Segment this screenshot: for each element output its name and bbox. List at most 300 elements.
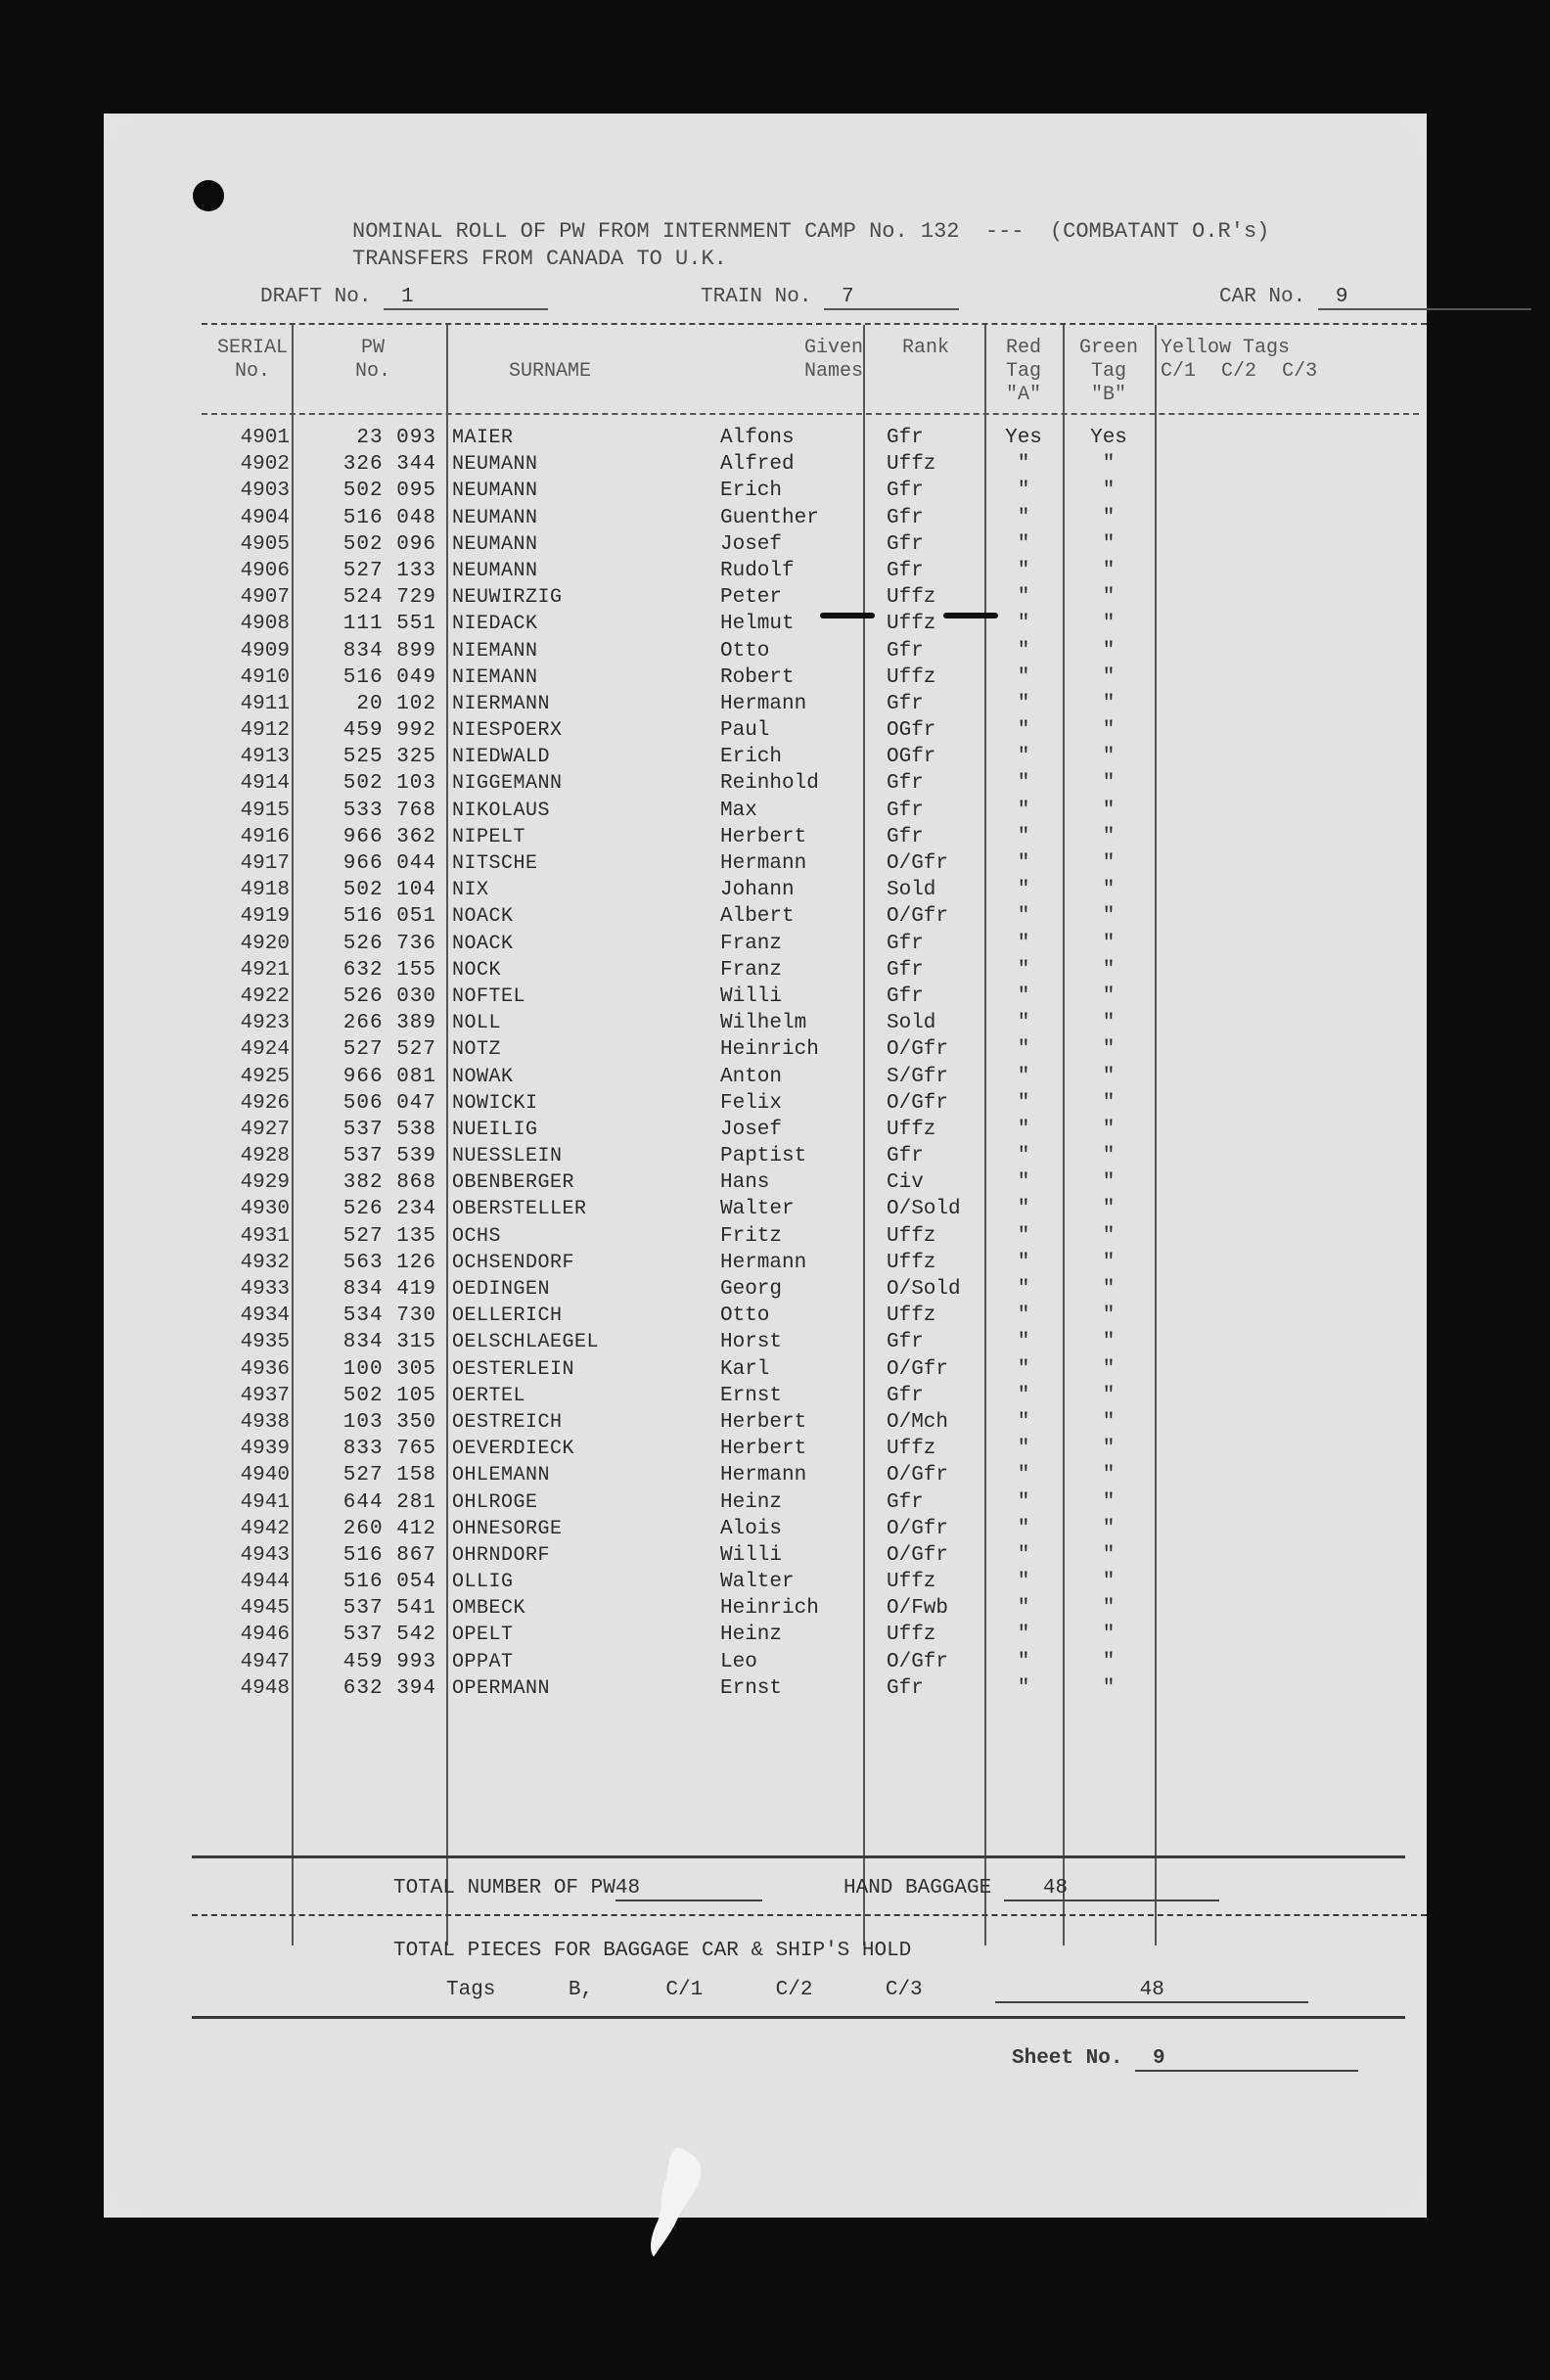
red-tag-cell: " bbox=[1017, 692, 1030, 715]
pw-number-cell: 516 054 bbox=[342, 1571, 436, 1594]
given-name-cell: Herbert bbox=[720, 1410, 807, 1434]
rank-cell: Uffz bbox=[887, 1118, 936, 1141]
given-name-cell: Johann bbox=[720, 879, 795, 902]
given-name-cell: Albert bbox=[720, 905, 795, 929]
green-tag-cell: " bbox=[1102, 559, 1116, 582]
given-name-cell: Heinz bbox=[720, 1624, 783, 1647]
serial-number-cell: 4902 bbox=[240, 453, 290, 477]
green-tag-cell: " bbox=[1102, 1597, 1116, 1621]
draft-label: DRAFT No. bbox=[260, 286, 372, 308]
surname-cell: OEVERDIECK bbox=[452, 1438, 575, 1461]
green-tag-cell: " bbox=[1102, 984, 1116, 1008]
surname-cell: NUEILIG bbox=[452, 1118, 538, 1141]
red-tag-cell: " bbox=[1017, 1597, 1030, 1621]
table-row bbox=[104, 1223, 1427, 1250]
green-tag-cell: " bbox=[1102, 958, 1116, 982]
pw-number-cell: 524 729 bbox=[342, 586, 436, 610]
given-name-cell: Alois bbox=[720, 1517, 783, 1540]
table-row bbox=[104, 1383, 1427, 1409]
given-name-cell: Herbert bbox=[720, 1438, 807, 1461]
table-row bbox=[104, 877, 1427, 903]
green-tag-cell: " bbox=[1102, 1624, 1116, 1647]
serial-number-cell: 4942 bbox=[240, 1517, 290, 1540]
red-tag-cell: " bbox=[1017, 719, 1030, 743]
total-pw-value: 48 bbox=[615, 1877, 762, 1901]
tags-label: Tags B, C/1 C/2 C/3 bbox=[446, 1979, 923, 2001]
rank-cell: Civ bbox=[887, 1171, 924, 1195]
surname-cell: OESTREICH bbox=[452, 1410, 563, 1434]
column-header-pw-line2: No. bbox=[354, 360, 390, 383]
pw-number-cell: 516 051 bbox=[342, 905, 436, 929]
train-label: TRAIN No. bbox=[701, 286, 812, 308]
serial-number-cell: 4909 bbox=[240, 639, 290, 663]
serial-number-cell: 4937 bbox=[240, 1384, 290, 1407]
red-tag-cell: " bbox=[1017, 1650, 1030, 1673]
given-name-cell: Hermann bbox=[720, 1464, 807, 1488]
surname-cell: NIEMANN bbox=[452, 639, 538, 663]
rank-cell: Gfr bbox=[887, 799, 924, 822]
pw-number-cell: 537 541 bbox=[342, 1597, 436, 1621]
serial-number-cell: 4917 bbox=[240, 852, 290, 875]
table-row bbox=[104, 531, 1427, 558]
green-tag-cell: " bbox=[1102, 746, 1116, 769]
rank-cell: Gfr bbox=[887, 958, 924, 982]
red-tag-cell: " bbox=[1017, 1012, 1030, 1035]
red-tag-cell: " bbox=[1017, 799, 1030, 822]
rank-cell: O/Gfr bbox=[887, 1464, 949, 1488]
pw-number-cell: 533 768 bbox=[342, 799, 436, 822]
pw-number-cell: 834 899 bbox=[342, 639, 436, 663]
pw-number-cell: 103 350 bbox=[342, 1410, 436, 1434]
rank-cell: O/Gfr bbox=[887, 1357, 949, 1381]
rank-cell: Gfr bbox=[887, 532, 924, 556]
green-tag-cell: " bbox=[1102, 532, 1116, 556]
surname-cell: NEUMANN bbox=[452, 559, 538, 582]
surname-cell: OHNESORGE bbox=[452, 1517, 563, 1540]
rank-cell: Gfr bbox=[887, 480, 924, 503]
red-tag-cell: " bbox=[1017, 586, 1030, 610]
surname-cell: NIEDWALD bbox=[452, 746, 551, 769]
green-tag-cell: " bbox=[1102, 719, 1116, 743]
pw-number-cell: 537 539 bbox=[342, 1145, 436, 1168]
table-row bbox=[104, 903, 1427, 930]
red-tag-cell: " bbox=[1017, 1118, 1030, 1141]
surname-cell: NOWICKI bbox=[452, 1091, 538, 1115]
serial-number-cell: 4919 bbox=[240, 905, 290, 929]
rank-cell: Uffz bbox=[887, 1304, 936, 1328]
pw-number-cell: 526 736 bbox=[342, 932, 436, 955]
table-row bbox=[104, 1143, 1427, 1169]
surname-cell: OBERSTELLER bbox=[452, 1198, 587, 1221]
serial-number-cell: 4930 bbox=[240, 1198, 290, 1221]
pw-number-cell: 525 325 bbox=[342, 746, 436, 769]
surname-cell: OEDINGEN bbox=[452, 1278, 551, 1301]
tags-row bbox=[446, 1979, 1308, 2003]
rank-cell: O/Gfr bbox=[887, 1091, 949, 1115]
table-row bbox=[104, 1356, 1427, 1383]
ink-mark bbox=[943, 613, 998, 618]
green-tag-cell: " bbox=[1102, 932, 1116, 955]
table-row bbox=[104, 1010, 1427, 1036]
serial-number-cell: 4946 bbox=[240, 1624, 290, 1647]
table-row bbox=[104, 931, 1427, 957]
given-name-cell: Robert bbox=[720, 665, 795, 689]
given-name-cell: Erich bbox=[720, 480, 783, 503]
given-name-cell: Willi bbox=[720, 984, 783, 1008]
pw-number-cell: 516 048 bbox=[342, 506, 436, 529]
surname-cell: NUESSLEIN bbox=[452, 1145, 563, 1168]
table-row bbox=[104, 824, 1427, 850]
red-tag-cell: " bbox=[1017, 825, 1030, 848]
serial-number-cell: 4910 bbox=[240, 665, 290, 689]
given-name-cell: Franz bbox=[720, 932, 783, 955]
surname-cell: NIGGEMANN bbox=[452, 772, 563, 796]
green-tag-cell: " bbox=[1102, 1543, 1116, 1567]
table-row bbox=[104, 850, 1427, 877]
rank-cell: Gfr bbox=[887, 772, 924, 796]
pw-number-cell: 23 093 bbox=[356, 427, 436, 449]
serial-number-cell: 4938 bbox=[240, 1410, 290, 1434]
column-header-given-line1: Given bbox=[803, 337, 863, 359]
red-tag-cell: " bbox=[1017, 1517, 1030, 1540]
pw-number-cell: 100 305 bbox=[342, 1357, 436, 1381]
serial-number-cell: 4926 bbox=[240, 1091, 290, 1115]
pw-number-cell: 534 730 bbox=[342, 1304, 436, 1328]
given-name-cell: Otto bbox=[720, 639, 770, 663]
rank-cell: Uffz bbox=[887, 453, 936, 477]
paper-damage-blot bbox=[638, 2143, 722, 2261]
red-tag-cell: " bbox=[1017, 1571, 1030, 1594]
rank-cell: O/Sold bbox=[887, 1278, 961, 1301]
rank-cell: OGfr bbox=[887, 719, 936, 743]
green-tag-cell: " bbox=[1102, 1012, 1116, 1035]
rank-cell: O/Gfr bbox=[887, 905, 949, 929]
given-name-cell: Heinz bbox=[720, 1490, 783, 1514]
red-tag-cell: " bbox=[1017, 1224, 1030, 1248]
red-tag-cell: " bbox=[1017, 1464, 1030, 1488]
serial-number-cell: 4913 bbox=[240, 746, 290, 769]
table-row bbox=[104, 984, 1427, 1010]
serial-number-cell: 4929 bbox=[240, 1171, 290, 1195]
table-row bbox=[104, 1090, 1427, 1117]
serial-number-cell: 4924 bbox=[240, 1038, 290, 1062]
serial-number-cell: 4925 bbox=[240, 1065, 290, 1088]
given-name-cell: Erich bbox=[720, 746, 783, 769]
serial-number-cell: 4931 bbox=[240, 1224, 290, 1248]
red-tag-cell: " bbox=[1017, 958, 1030, 982]
pw-number-cell: 459 993 bbox=[342, 1650, 436, 1673]
red-tag-cell: " bbox=[1017, 932, 1030, 955]
column-header-serial-line1: SERIAL bbox=[216, 337, 288, 359]
rank-cell: Uffz bbox=[887, 1624, 936, 1647]
pw-number-cell: 966 362 bbox=[342, 825, 436, 848]
green-tag-cell: " bbox=[1102, 1304, 1116, 1328]
totals-bottom-rule bbox=[192, 2016, 1405, 2019]
given-name-cell: Ernst bbox=[720, 1384, 783, 1407]
meta-row bbox=[260, 286, 1474, 319]
surname-cell: NOCK bbox=[452, 958, 502, 982]
green-tag-cell: " bbox=[1102, 1464, 1116, 1488]
pw-number-cell: 527 527 bbox=[342, 1038, 436, 1062]
column-header-red-line2: Tag bbox=[1005, 360, 1041, 383]
given-name-cell: Hermann bbox=[720, 1251, 807, 1274]
green-tag-cell: " bbox=[1102, 1118, 1116, 1141]
serial-number-cell: 4945 bbox=[240, 1597, 290, 1621]
pw-number-cell: 506 047 bbox=[342, 1091, 436, 1115]
rank-cell: Gfr bbox=[887, 1384, 924, 1407]
given-name-cell: Peter bbox=[720, 586, 783, 610]
surname-cell: NOTZ bbox=[452, 1038, 502, 1062]
green-tag-cell: " bbox=[1102, 905, 1116, 929]
serial-number-cell: 4940 bbox=[240, 1464, 290, 1488]
rank-cell: Gfr bbox=[887, 1676, 924, 1700]
surname-cell: OPELT bbox=[452, 1624, 514, 1647]
table-row bbox=[104, 1595, 1427, 1622]
table-row bbox=[104, 1569, 1427, 1595]
given-name-cell: Karl bbox=[720, 1357, 770, 1381]
column-header-serial-line2: No. bbox=[234, 360, 270, 383]
table-row bbox=[104, 691, 1427, 717]
table-row bbox=[104, 1036, 1427, 1063]
surname-cell: NOLL bbox=[452, 1012, 502, 1035]
green-tag-cell: " bbox=[1102, 639, 1116, 663]
green-tag-cell: " bbox=[1102, 1517, 1116, 1540]
given-name-cell: Walter bbox=[720, 1198, 795, 1221]
rank-cell: Gfr bbox=[887, 1145, 924, 1168]
serial-number-cell: 4904 bbox=[240, 506, 290, 529]
surname-cell: NOWAK bbox=[452, 1065, 514, 1088]
table-row bbox=[104, 1675, 1427, 1702]
pw-number-cell: 537 542 bbox=[342, 1624, 436, 1647]
surname-cell: OLLIG bbox=[452, 1571, 514, 1594]
given-name-cell: Alfons bbox=[720, 427, 795, 449]
rank-cell: Uffz bbox=[887, 1438, 936, 1461]
column-header-c2: C/2 bbox=[1221, 360, 1257, 383]
pw-number-cell: 537 538 bbox=[342, 1118, 436, 1141]
red-tag-cell: " bbox=[1017, 1251, 1030, 1274]
pw-number-cell: 527 135 bbox=[342, 1224, 436, 1248]
red-tag-cell: " bbox=[1017, 1145, 1030, 1168]
green-tag-cell: " bbox=[1102, 1038, 1116, 1062]
red-tag-cell: " bbox=[1017, 1278, 1030, 1301]
red-tag-cell: " bbox=[1017, 1676, 1030, 1700]
column-header-pw bbox=[299, 337, 446, 384]
red-tag-cell: " bbox=[1017, 879, 1030, 902]
red-tag-cell: " bbox=[1017, 1091, 1030, 1115]
document-page bbox=[104, 114, 1427, 2218]
punch-hole bbox=[193, 180, 224, 211]
train-value: 7 bbox=[824, 286, 959, 310]
table-row bbox=[104, 1409, 1427, 1436]
serial-number-cell: 4907 bbox=[240, 586, 290, 610]
green-tag-cell: " bbox=[1102, 1278, 1116, 1301]
surname-cell: OBENBERGER bbox=[452, 1171, 575, 1195]
green-tag-cell: " bbox=[1102, 1571, 1116, 1594]
pw-number-cell: 260 412 bbox=[342, 1517, 436, 1540]
green-tag-cell: " bbox=[1102, 1384, 1116, 1407]
sheet-value: 9 bbox=[1135, 2047, 1358, 2072]
pw-number-cell: 326 344 bbox=[342, 453, 436, 477]
column-header-pw-line1: PW bbox=[360, 337, 385, 359]
given-name-cell: Ernst bbox=[720, 1676, 783, 1700]
table-row bbox=[104, 1329, 1427, 1355]
green-tag-cell: " bbox=[1102, 772, 1116, 796]
green-tag-cell: " bbox=[1102, 852, 1116, 875]
surname-cell: OHRNDORF bbox=[452, 1543, 551, 1567]
serial-number-cell: 4928 bbox=[240, 1145, 290, 1168]
table-row bbox=[104, 1649, 1427, 1675]
table-row bbox=[104, 717, 1427, 744]
rank-cell: Gfr bbox=[887, 932, 924, 955]
rank-cell: O/Gfr bbox=[887, 1517, 949, 1540]
surname-cell: OESTERLEIN bbox=[452, 1357, 575, 1381]
table-row bbox=[104, 1436, 1427, 1462]
rank-cell: Sold bbox=[887, 1012, 936, 1035]
green-tag-cell: " bbox=[1102, 799, 1116, 822]
serial-number-cell: 4914 bbox=[240, 772, 290, 796]
serial-number-cell: 4941 bbox=[240, 1490, 290, 1514]
given-name-cell: Franz bbox=[720, 958, 783, 982]
serial-number-cell: 4916 bbox=[240, 825, 290, 848]
serial-number-cell: 4918 bbox=[240, 879, 290, 902]
serial-number-cell: 4908 bbox=[240, 613, 290, 636]
surname-cell: NIX bbox=[452, 879, 489, 902]
red-tag-cell: " bbox=[1017, 506, 1030, 529]
given-name-cell: Felix bbox=[720, 1091, 783, 1115]
pw-number-cell: 644 281 bbox=[342, 1490, 436, 1514]
green-tag-cell: " bbox=[1102, 480, 1116, 503]
green-tag-cell: " bbox=[1102, 1676, 1116, 1700]
rank-cell: Gfr bbox=[887, 1331, 924, 1354]
rank-cell: Gfr bbox=[887, 825, 924, 848]
surname-cell: OPPAT bbox=[452, 1650, 514, 1673]
red-tag-cell: " bbox=[1017, 1304, 1030, 1328]
pw-number-cell: 111 551 bbox=[342, 613, 436, 636]
column-header-green-line3: "B" bbox=[1090, 384, 1126, 406]
pw-number-cell: 459 992 bbox=[342, 719, 436, 743]
red-tag-cell: " bbox=[1017, 1038, 1030, 1062]
given-name-cell: Heinrich bbox=[720, 1597, 819, 1621]
serial-number-cell: 4921 bbox=[240, 958, 290, 982]
red-tag-cell: " bbox=[1017, 984, 1030, 1008]
rank-cell: Uffz bbox=[887, 1251, 936, 1274]
pw-number-cell: 502 095 bbox=[342, 480, 436, 503]
green-tag-cell: " bbox=[1102, 692, 1116, 715]
given-name-cell: Josef bbox=[720, 532, 783, 556]
pw-number-cell: 526 030 bbox=[342, 984, 436, 1008]
serial-number-cell: 4923 bbox=[240, 1012, 290, 1035]
red-tag-cell: " bbox=[1017, 559, 1030, 582]
pw-number-cell: 502 103 bbox=[342, 772, 436, 796]
red-tag-cell: " bbox=[1017, 1171, 1030, 1195]
rank-cell: Uffz bbox=[887, 586, 936, 610]
given-name-cell: Alfred bbox=[720, 453, 795, 477]
table-row bbox=[104, 425, 1427, 451]
green-tag-cell: " bbox=[1102, 586, 1116, 610]
pw-number-cell: 834 419 bbox=[342, 1278, 436, 1301]
pw-number-cell: 563 126 bbox=[342, 1251, 436, 1274]
green-tag-cell: " bbox=[1102, 1171, 1116, 1195]
table-row bbox=[104, 1250, 1427, 1276]
red-tag-cell: " bbox=[1017, 1543, 1030, 1567]
totals-top-rule bbox=[192, 1855, 1405, 1858]
given-name-cell: Horst bbox=[720, 1331, 783, 1354]
serial-number-cell: 4936 bbox=[240, 1357, 290, 1381]
surname-cell: OERTEL bbox=[452, 1384, 526, 1407]
green-tag-cell: " bbox=[1102, 1065, 1116, 1088]
given-name-cell: Max bbox=[720, 799, 757, 822]
given-name-cell: Josef bbox=[720, 1118, 783, 1141]
green-tag-cell: " bbox=[1102, 613, 1116, 636]
column-header-c1: C/1 bbox=[1161, 360, 1197, 383]
given-name-cell: Fritz bbox=[720, 1224, 783, 1248]
given-name-cell: Walter bbox=[720, 1571, 795, 1594]
given-name-cell: Hermann bbox=[720, 692, 807, 715]
total-pw-label: TOTAL NUMBER OF PW bbox=[393, 1877, 615, 1899]
green-tag-cell: " bbox=[1102, 1091, 1116, 1115]
surname-cell: NITSCHE bbox=[452, 852, 538, 875]
total-number-of-pw bbox=[393, 1877, 762, 1901]
green-tag-cell: " bbox=[1102, 1145, 1116, 1168]
serial-number-cell: 4922 bbox=[240, 984, 290, 1008]
table-row bbox=[104, 1622, 1427, 1648]
serial-number-cell: 4933 bbox=[240, 1278, 290, 1301]
table-top-rule bbox=[202, 323, 1427, 325]
red-tag-cell: " bbox=[1017, 1198, 1030, 1221]
rank-cell: Gfr bbox=[887, 984, 924, 1008]
red-tag-cell: " bbox=[1017, 639, 1030, 663]
given-name-cell: Otto bbox=[720, 1304, 770, 1328]
rank-cell: Uffz bbox=[887, 665, 936, 689]
red-tag-cell: " bbox=[1017, 1331, 1030, 1354]
pw-number-cell: 502 104 bbox=[342, 879, 436, 902]
red-tag-cell: " bbox=[1017, 1438, 1030, 1461]
surname-cell: NEUMANN bbox=[452, 480, 538, 503]
surname-cell: OHLEMANN bbox=[452, 1464, 551, 1488]
hand-baggage bbox=[843, 1877, 1219, 1901]
surname-cell: OELLERICH bbox=[452, 1304, 563, 1328]
pw-number-cell: 516 049 bbox=[342, 665, 436, 689]
given-name-cell: Paul bbox=[720, 719, 770, 743]
green-tag-cell: " bbox=[1102, 1251, 1116, 1274]
table-row bbox=[104, 478, 1427, 504]
table-row bbox=[104, 770, 1427, 797]
table-row bbox=[104, 1462, 1427, 1488]
red-tag-cell: " bbox=[1017, 532, 1030, 556]
table-row bbox=[104, 798, 1427, 824]
column-header-red-tag bbox=[984, 337, 1063, 407]
green-tag-cell: " bbox=[1102, 1224, 1116, 1248]
serial-number-cell: 4927 bbox=[240, 1118, 290, 1141]
rank-cell: OGfr bbox=[887, 746, 936, 769]
column-header-rank: Rank bbox=[901, 337, 949, 359]
pw-number-cell: 502 096 bbox=[342, 532, 436, 556]
serial-number-cell: 4901 bbox=[240, 427, 290, 449]
green-tag-cell: " bbox=[1102, 879, 1116, 902]
column-header-given-line2: Names bbox=[803, 360, 863, 383]
car-value: 9 bbox=[1318, 286, 1531, 310]
column-header-surname: SURNAME bbox=[508, 360, 591, 383]
green-tag-cell: " bbox=[1102, 1331, 1116, 1354]
table-row bbox=[104, 1196, 1427, 1222]
table-row bbox=[104, 1489, 1427, 1516]
table-row bbox=[104, 1516, 1427, 1542]
rank-cell: O/Mch bbox=[887, 1410, 949, 1434]
rank-cell: Uffz bbox=[887, 613, 936, 636]
serial-number-cell: 4939 bbox=[240, 1438, 290, 1461]
surname-cell: NEUMANN bbox=[452, 532, 538, 556]
pw-number-cell: 382 868 bbox=[342, 1171, 436, 1195]
